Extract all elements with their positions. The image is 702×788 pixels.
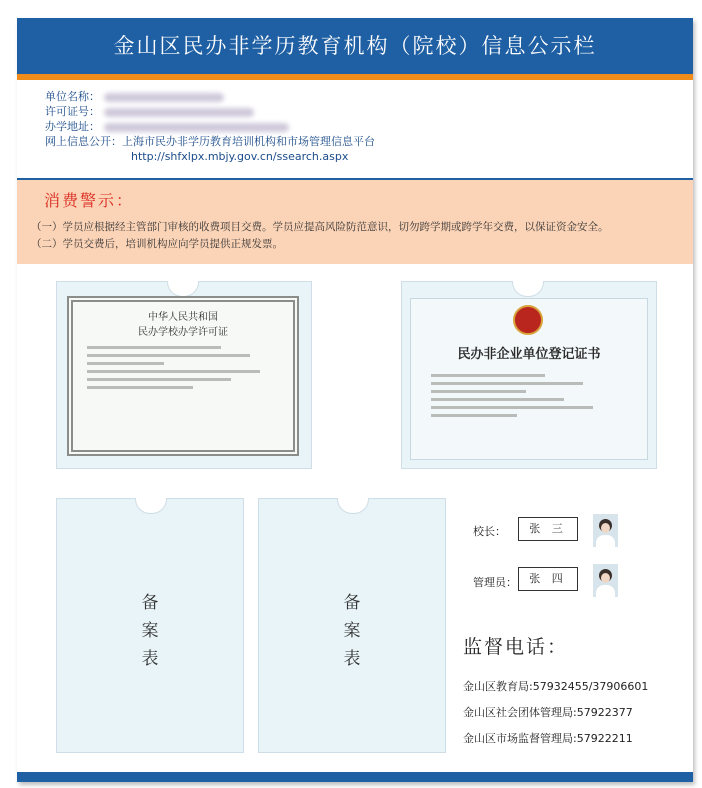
unit-name-row — [45, 89, 375, 104]
online-platform: 上海市民办非学历教育培训机构和市场管理信息平台 — [122, 135, 375, 148]
filing-char: 表 — [141, 649, 159, 669]
warning-title: 消费警示： — [44, 191, 135, 210]
license-title-line1: 中华人民共和国 — [148, 312, 218, 323]
sleeve-notch — [337, 498, 369, 514]
hotline-education: 金山区教育局:57932455/37906601 — [463, 680, 649, 693]
institution-info — [45, 89, 375, 164]
registration-title: 民办非企业单位登记证书 — [457, 347, 601, 362]
principal-label: 校长： — [473, 525, 506, 538]
address-redacted — [104, 123, 289, 132]
address-label: 办学地址： — [45, 120, 100, 133]
board-title: 金山区民办非学历教育机构（院校）信息公示栏 — [113, 34, 597, 58]
filing-char: 备 — [343, 593, 361, 613]
license-row — [45, 104, 375, 119]
license-redacted — [104, 108, 254, 117]
registration-text-lines — [431, 369, 621, 422]
license-title-line2: 民办学校办学许可证 — [138, 327, 228, 338]
registration-sleeve — [401, 281, 657, 469]
sleeve-notch — [167, 281, 199, 297]
filing-label-2 — [259, 589, 445, 673]
bottom-bar — [17, 772, 693, 782]
photo-face — [601, 523, 610, 533]
accent-divider — [17, 74, 693, 80]
national-emblem-icon — [513, 305, 543, 335]
license-sleeve — [56, 281, 312, 469]
manager-photo — [593, 564, 618, 597]
manager-name: 张 四 — [518, 567, 578, 591]
filing-sleeve-2 — [258, 498, 446, 753]
online-label: 网上信息公开： — [45, 135, 122, 148]
title-bar — [17, 18, 693, 74]
filing-sleeve-1 — [56, 498, 244, 753]
hotline-title: 监督电话： — [463, 636, 569, 658]
principal-name: 张 三 — [518, 517, 578, 541]
filing-char: 表 — [343, 649, 361, 669]
filing-char: 案 — [141, 621, 159, 641]
license-text-lines — [87, 346, 279, 389]
license-label: 许可证号： — [45, 105, 100, 118]
unit-name-label: 单位名称： — [45, 90, 100, 103]
online-row — [45, 134, 375, 149]
warning-line-1: （一）学员应根据经主管部门审核的收费项目交费。学员应提高风险防范意识，切勿跨学期或跨学年交费，以保证资金安全。 — [31, 221, 609, 233]
notice-board — [17, 18, 693, 782]
address-row — [45, 119, 375, 134]
photo-face — [601, 573, 610, 583]
unit-name-redacted — [104, 93, 224, 102]
registration-certificate — [410, 298, 648, 460]
filing-char: 备 — [141, 593, 159, 613]
photo-body — [596, 585, 615, 597]
photo-body — [596, 535, 615, 547]
consumer-warning — [17, 180, 693, 264]
online-url[interactable]: http://shfxlpx.mbjy.gov.cn/ssearch.aspx — [131, 150, 349, 163]
manager-label: 管理员： — [473, 576, 517, 589]
filing-char: 案 — [343, 621, 361, 641]
principal-photo — [593, 514, 618, 547]
filing-label-1 — [57, 589, 243, 673]
warning-line-2: （二）学员交费后，培训机构应向学员提供正规发票。 — [31, 238, 283, 250]
school-license-certificate — [67, 296, 299, 456]
sleeve-notch — [135, 498, 167, 514]
hotline-social: 金山区社会团体管理局:57922377 — [463, 706, 633, 719]
sleeve-notch — [512, 281, 544, 297]
hotline-market: 金山区市场监督管理局:57922211 — [463, 732, 633, 745]
